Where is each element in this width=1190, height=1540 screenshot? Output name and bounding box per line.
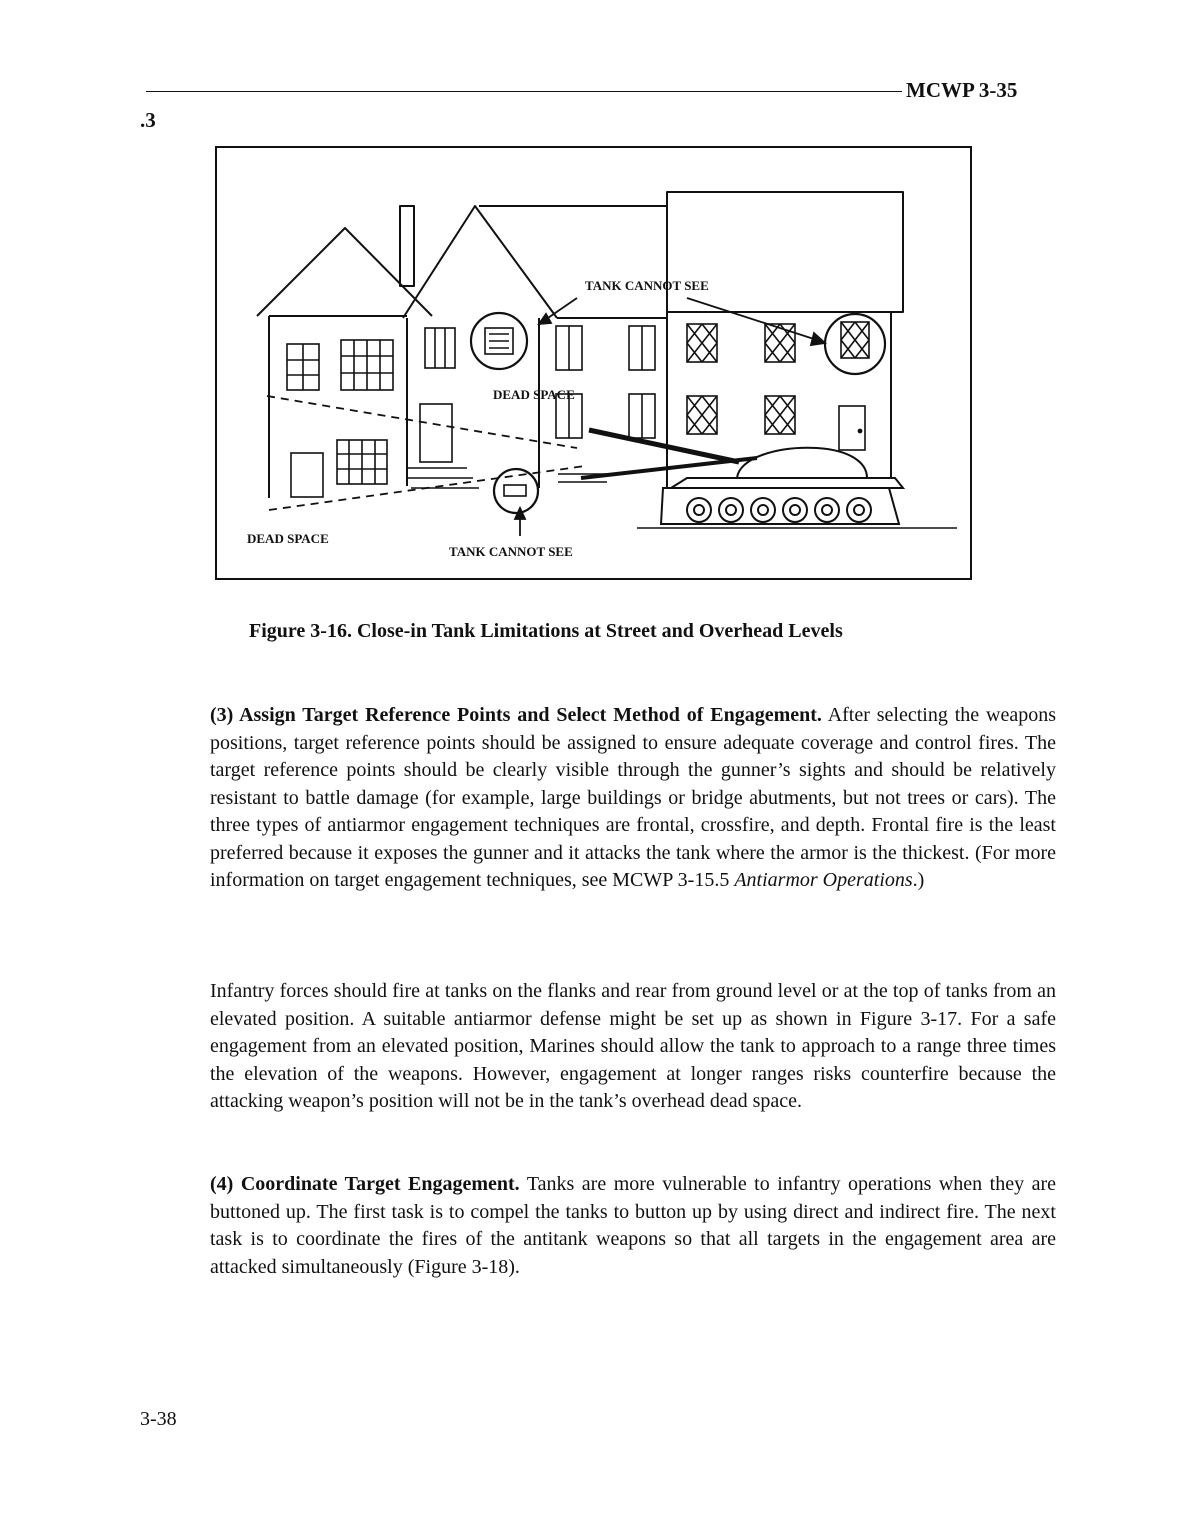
paragraph-heading: (3) Assign Target Reference Points and Select Method of Engagement. xyxy=(210,704,822,726)
tank-illustration xyxy=(217,148,974,582)
tank xyxy=(581,430,903,524)
document-id: MCWP 3-35 xyxy=(906,78,1018,102)
middle-house-door xyxy=(420,404,452,462)
paragraph-tail: .) xyxy=(912,869,925,891)
paragraph-coordinate-target-engagement xyxy=(210,1171,1056,1281)
tank-hull xyxy=(671,478,903,488)
left-house-windows xyxy=(287,340,393,497)
middle-house-roof xyxy=(403,206,557,318)
label-tank-cannot-see-top: TANK CANNOT SEE xyxy=(585,278,709,293)
figure-3-16 xyxy=(215,146,972,580)
paragraph-assign-target-reference-points xyxy=(210,702,1056,895)
right-building-top xyxy=(667,192,903,312)
right-building-windows xyxy=(687,314,885,450)
paragraph-infantry-forces xyxy=(210,978,1056,1116)
paragraph-body: Infantry forces should fire at tanks on the flanks and rear from ground level or at the top of tanks from an elevated position. A suitable antiarmor defense might be set up as shown in Figure 3-17. For a safe engagement from an elevated position, Marines should allow the tank to approach to a range three times the elevation of the weapons. However, engagement at longer ranges risks counterfire because the attacking weapon’s position will not be in the tank’s overhead dead space. xyxy=(210,980,1056,1112)
page-number: 3-38 xyxy=(140,1408,177,1430)
paragraph-heading: (4) Coordinate Target Engagement. xyxy=(210,1173,520,1195)
left-house-door xyxy=(291,453,323,497)
tank-turret xyxy=(737,448,867,478)
figure-caption: Figure 3-16. Close-in Tank Limitations at Street and Overhead Levels xyxy=(249,620,843,642)
chimney xyxy=(400,206,414,286)
header-rule xyxy=(146,91,902,92)
left-house-roof xyxy=(257,228,432,316)
label-dead-space-left: DEAD SPACE xyxy=(247,531,329,546)
right-building-door xyxy=(839,406,865,450)
label-dead-space-middle: DEAD SPACE xyxy=(493,387,575,402)
paragraph-body: After selecting the weapons positions, target reference points should be assigned to ensure adequate coverage and control fires. The target reference points should be clearly visible through the gunner’s sights and should be relatively resistant to battle damage (for example, large buildings or bridge abutments, but not trees or cars). The three types of antiarmor engagement techniques are frontal, crossfire, and depth. Frontal fire is the least preferred because it exposes the gunner and it attacks the tank where the armor is the thickest. (For more information on target engagement techniques, see MCWP 3-15.5 xyxy=(210,704,1056,891)
publication-title: Antiarmor Operations xyxy=(734,869,913,891)
section-mark: .3 xyxy=(140,108,156,132)
paragraph-body: Tanks are more vulnerable to infantry operations when they are buttoned up. The first task is to compel the tanks to button up by using direct and indirect fire. The next task is to coordinate the fires of the antitank weapons so that all targets in the engagement area are attacked simultaneously (Figure 3-18). xyxy=(210,1173,1056,1278)
label-tank-cannot-see-bottom: TANK CANNOT SEE xyxy=(449,544,573,559)
tank-cannot-see-street-circle xyxy=(494,469,538,513)
